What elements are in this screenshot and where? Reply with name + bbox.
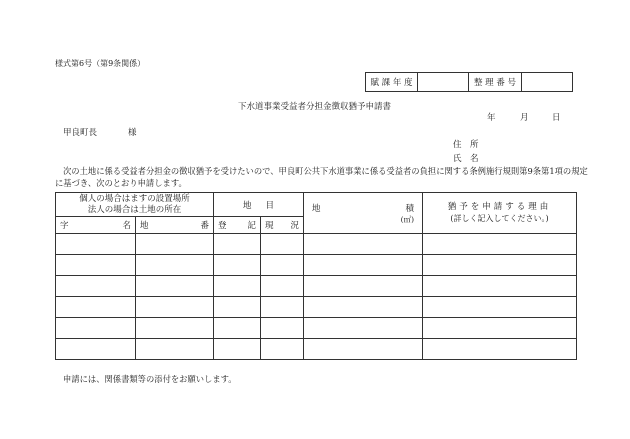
touki-cell[interactable] (214, 255, 261, 276)
area-cell[interactable] (304, 234, 423, 255)
aza-cell[interactable] (56, 255, 136, 276)
aza-header (56, 217, 136, 234)
genkyo-cell[interactable] (261, 318, 304, 339)
area-cell[interactable] (304, 255, 423, 276)
reason-cell[interactable] (423, 234, 577, 255)
touki-cell[interactable] (214, 318, 261, 339)
land-category-char-2: 目 (265, 200, 275, 211)
application-table (55, 192, 577, 360)
reason-header (423, 193, 577, 234)
genkyo-cell[interactable] (261, 234, 304, 255)
touki-char-2: 記 (247, 221, 257, 231)
genkyo-cell[interactable] (261, 255, 304, 276)
date-day-label: 日 (552, 113, 561, 123)
reason-header-line1: 猶予を申請する理由 (447, 202, 552, 212)
area-unit: (㎡) (400, 214, 415, 224)
chiban-header (136, 217, 214, 234)
reference-number-field[interactable] (522, 73, 573, 92)
land-category-header (214, 193, 304, 217)
genkyo-cell[interactable] (261, 297, 304, 318)
location-header (56, 193, 214, 217)
land-category-char-1: 地 (243, 200, 252, 211)
aza-cell[interactable] (56, 234, 136, 255)
body-text-line1: 次の土地に係る受益者分担金の徴収猶予を受けたいので、甲良町公共下水道事業に係る受益者の負担に関する条例施行規則第9条第1項の規定 (63, 166, 588, 176)
aza-cell[interactable] (56, 276, 136, 297)
reason-cell[interactable] (423, 339, 577, 360)
applicant-name-label: 氏 名 (453, 154, 479, 164)
genkyo-char-1: 現 (265, 221, 274, 231)
chiban-cell[interactable] (136, 339, 214, 360)
table-row (56, 276, 577, 297)
genkyo-cell[interactable] (261, 276, 304, 297)
aza-cell[interactable] (56, 297, 136, 318)
chiban-cell[interactable] (136, 276, 214, 297)
reason-cell[interactable] (423, 318, 577, 339)
genkyo-char-2: 況 (290, 221, 300, 231)
fiscal-year-label: 賦 課 年 度 (366, 73, 418, 92)
table-row (56, 255, 577, 276)
addressee-honorific: 様 (128, 128, 137, 138)
chiban-cell[interactable] (136, 297, 214, 318)
area-char-2: 積 (405, 203, 415, 214)
reference-number-label: 整 理 番 号 (469, 73, 522, 92)
area-cell[interactable] (304, 276, 423, 297)
area-cell[interactable] (304, 297, 423, 318)
touki-cell[interactable] (214, 297, 261, 318)
location-header-line2: 法人の場合は土地の所在 (87, 204, 182, 215)
reason-cell[interactable] (423, 297, 577, 318)
applicant-address-label: 住 所 (453, 140, 479, 150)
aza-label: 字 (60, 221, 69, 231)
chiban-char-1: 地 (140, 221, 149, 231)
reason-cell[interactable] (423, 255, 577, 276)
date-year-label: 年 (487, 113, 496, 123)
table-row (56, 339, 577, 360)
touki-cell[interactable] (214, 339, 261, 360)
area-header (304, 193, 423, 234)
aza-cell[interactable] (56, 339, 136, 360)
touki-cell[interactable] (214, 234, 261, 255)
aza-name-label: 名 (122, 221, 131, 231)
reason-cell[interactable] (423, 276, 577, 297)
touki-char-1: 登 (218, 221, 227, 231)
aza-cell[interactable] (56, 318, 136, 339)
body-text-line2: に基づき、次のとおり申請します。 (55, 178, 187, 188)
addressee-name: 甲良町長 (63, 128, 98, 138)
chiban-cell[interactable] (136, 318, 214, 339)
area-cell[interactable] (304, 339, 423, 360)
table-row (56, 318, 577, 339)
location-header-line1: 個人の場合はますの設置場所 (79, 193, 190, 204)
area-cell[interactable] (304, 318, 423, 339)
genkyo-header (261, 217, 304, 234)
fiscal-year-field[interactable] (418, 73, 469, 92)
genkyo-cell[interactable] (261, 339, 304, 360)
footer-note: 申請には、関係書類等の添付をお願いします。 (63, 374, 237, 384)
date-month-label: 月 (520, 113, 529, 123)
table-row (56, 234, 577, 255)
touki-header (214, 217, 261, 234)
chiban-char-2: 番 (200, 221, 210, 231)
form-number: 様式第6号（第9条関係） (55, 59, 146, 68)
reason-header-line2: (詳しく記入してください。) (450, 214, 549, 223)
chiban-cell[interactable] (136, 234, 214, 255)
document-title: 下水道事業受益者分担金徴収猶予申請書 (238, 102, 392, 112)
area-char-1: 地 (312, 203, 321, 214)
touki-cell[interactable] (214, 276, 261, 297)
table-row (56, 297, 577, 318)
chiban-cell[interactable] (136, 255, 214, 276)
reference-table (365, 72, 573, 92)
